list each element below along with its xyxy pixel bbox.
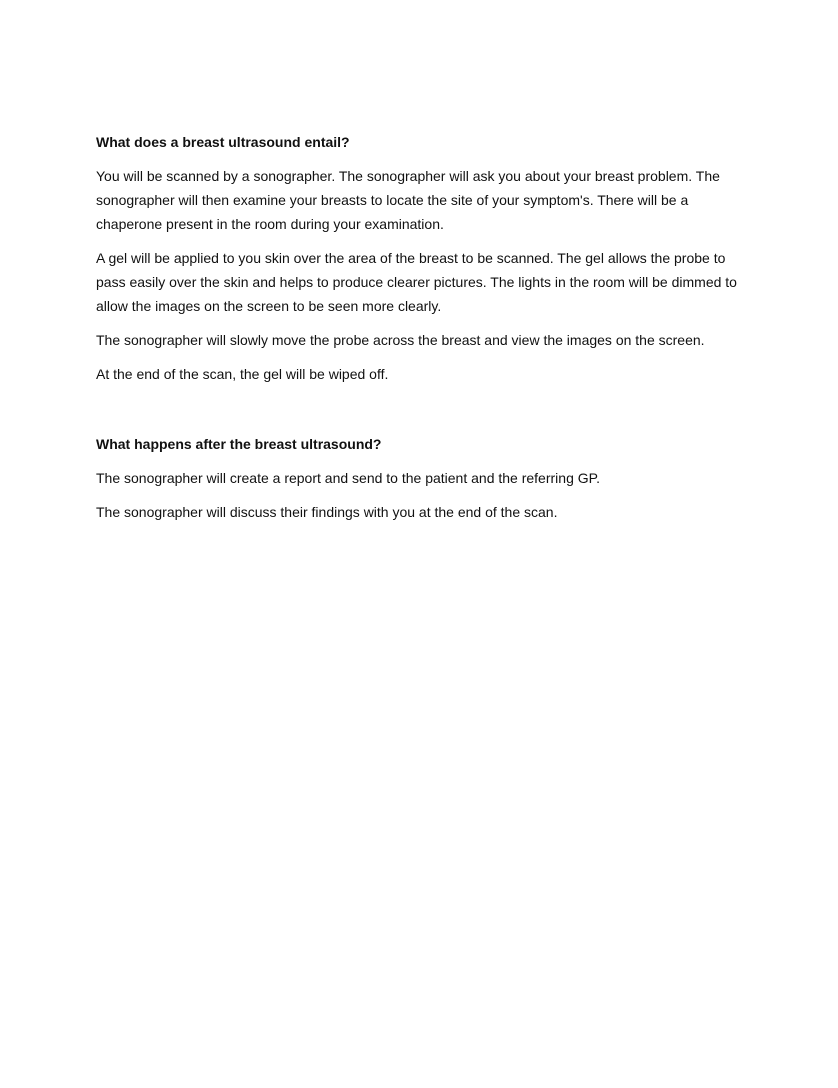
document-body — [96, 130, 756, 534]
section-spacer — [96, 396, 756, 432]
paragraph: A gel will be applied to you skin over the area of the breast to be scanned. The gel allows the probe to pass easily over the skin and helps to produce clearer pictures. The lights in the room will be dimmed to allow the images on the screen to be seen more clearly. — [96, 250, 737, 314]
section-heading: What happens after the breast ultrasound? — [96, 436, 382, 452]
section-heading: What does a breast ultrasound entail? — [96, 134, 350, 150]
section-after-ultrasound — [96, 432, 756, 524]
section-ultrasound-procedure — [96, 130, 756, 386]
paragraph: You will be scanned by a sonographer. The sonographer will ask you about your breast problem. The sonographer will then examine your breasts to locate the site of your symptom's. There will be a chaperone present in the room during your examination. — [96, 168, 720, 232]
paragraph: At the end of the scan, the gel will be wiped off. — [96, 366, 389, 382]
paragraph: The sonographer will slowly move the probe across the breast and view the images on the screen. — [96, 332, 705, 348]
paragraph: The sonographer will create a report and send to the patient and the referring GP. — [96, 470, 601, 486]
paragraph: The sonographer will discuss their findings with you at the end of the scan. — [96, 504, 558, 520]
